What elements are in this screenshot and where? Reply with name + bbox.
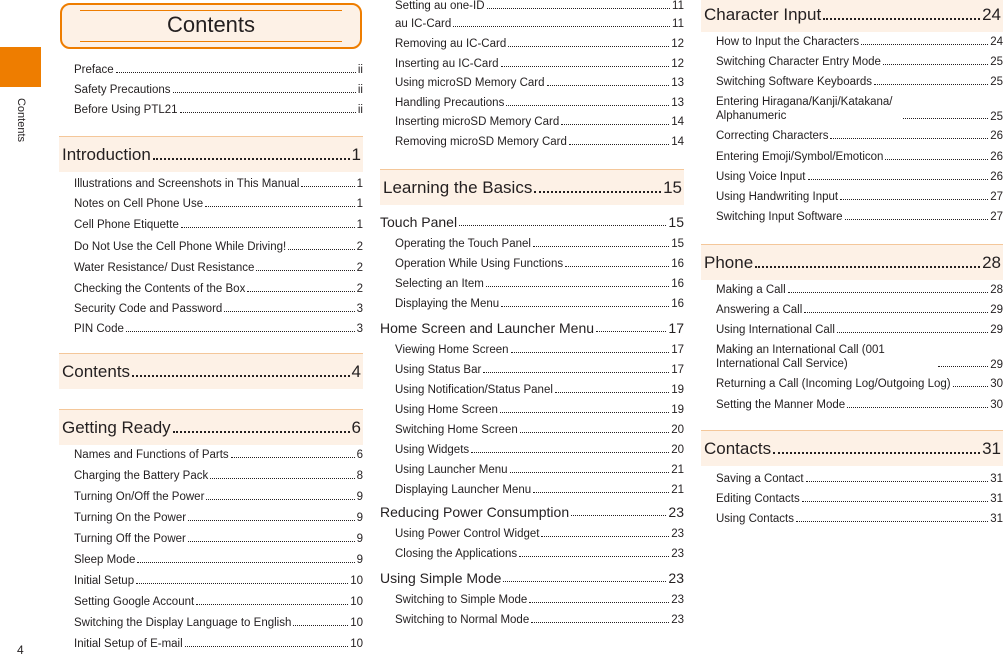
toc-entry[interactable]: Using Handwriting Input 27 [716, 191, 1003, 203]
toc-entry[interactable]: Removing microSD Memory Card 14 [395, 136, 684, 148]
toc-entry[interactable]: Initial Setup of E-mail 10 [74, 638, 363, 650]
side-tab-label: Contents [15, 97, 27, 143]
toc-entry[interactable]: Viewing Home Screen 17 [395, 344, 684, 356]
toc-entry[interactable]: Correcting Characters 26 [716, 130, 1003, 142]
toc-entry[interactable]: Illustrations and Screenshots in This Manual 1 [74, 178, 363, 190]
section-contents[interactable]: Contents 4 [59, 353, 363, 389]
toc-entry[interactable]: Notes on Cell Phone Use 1 [74, 198, 363, 210]
toc-entry[interactable]: Inserting au IC-Card 12 [395, 58, 684, 70]
toc-entry[interactable]: Closing the Applications 23 [395, 548, 684, 560]
toc-entry[interactable]: Using Launcher Menu 21 [395, 464, 684, 476]
toc-entry[interactable]: Security Code and Password 3 [74, 303, 363, 315]
toc-entry[interactable]: Initial Setup 10 [74, 575, 363, 587]
subsection-simple-mode[interactable]: Using Simple Mode 23 [380, 570, 684, 586]
section-introduction[interactable]: Introduction 1 [59, 136, 363, 172]
toc-entry[interactable]: Switching to Simple Mode 23 [395, 594, 684, 606]
toc-entry[interactable]: Switching Software Keyboards 25 [716, 76, 1003, 88]
toc-entry[interactable]: Turning On/Off the Power 9 [74, 491, 363, 503]
subsection-power[interactable]: Reducing Power Consumption 23 [380, 504, 684, 520]
toc-entry[interactable]: Setting the Manner Mode 30 [716, 399, 1003, 411]
toc-entry[interactable]: Do Not Use the Cell Phone While Driving! 2 [74, 241, 363, 253]
toc-entry[interactable]: Using microSD Memory Card 13 [395, 77, 684, 89]
toc-entry[interactable]: Inserting microSD Memory Card 14 [395, 116, 684, 128]
toc-entry[interactable]: Using Status Bar 17 [395, 364, 684, 376]
toc-entry[interactable]: Switching the Display Language to English 10 [74, 617, 363, 629]
section-phone[interactable]: Phone 28 [701, 244, 1003, 280]
page-title: Contents [60, 3, 362, 49]
toc-entry[interactable]: Selecting an Item 16 [395, 278, 684, 290]
toc-entry-before-using[interactable]: Before Using PTL21 ii [74, 104, 363, 116]
toc-entry[interactable]: Saving a Contact 31 [716, 473, 1003, 485]
toc-entry[interactable]: Displaying Launcher Menu 21 [395, 484, 684, 496]
toc-entry[interactable]: Switching Character Entry Mode 25 [716, 56, 1003, 68]
toc-entry[interactable]: Using Power Control Widget 23 [395, 528, 684, 540]
page-number: 4 [17, 643, 24, 657]
toc-entry[interactable]: Using Notification/Status Panel 19 [395, 384, 684, 396]
toc-entry[interactable]: Switching Input Software 27 [716, 211, 1003, 223]
section-character-input[interactable]: Character Input 24 [701, 0, 1003, 32]
toc-entry[interactable]: Sleep Mode 9 [74, 554, 363, 566]
toc-entry[interactable]: PIN Code 3 [74, 323, 363, 335]
toc-entry[interactable]: Handling Precautions 13 [395, 97, 684, 109]
toc-entry-safety[interactable]: Safety Precautions ii [74, 84, 363, 96]
toc-entry[interactable]: Using Home Screen 19 [395, 404, 684, 416]
toc-entry-preface[interactable]: Preface ii [74, 64, 363, 76]
section-learning-basics[interactable]: Learning the Basics 15 [380, 169, 684, 205]
toc-entry[interactable]: Displaying the Menu 16 [395, 298, 684, 310]
toc-entry[interactable]: Operating the Touch Panel 15 [395, 238, 684, 250]
toc-entry[interactable]: Using International Call 29 [716, 324, 1003, 336]
toc-entry[interactable]: Turning On the Power 9 [74, 512, 363, 524]
toc-entry[interactable]: Making a Call 28 [716, 284, 1003, 296]
toc-entry[interactable]: Turning Off the Power 9 [74, 533, 363, 545]
subsection-home-screen[interactable]: Home Screen and Launcher Menu 17 [380, 320, 684, 336]
toc-entry[interactable]: Using Contacts 31 [716, 513, 1003, 525]
toc-entry[interactable]: Water Resistance/ Dust Resistance 2 [74, 262, 363, 274]
toc-entry[interactable]: Answering a Call 29 [716, 304, 1003, 316]
toc-entry[interactable]: Charging the Battery Pack 8 [74, 470, 363, 482]
toc-entry[interactable]: Using Voice Input 26 [716, 171, 1003, 183]
toc-entry[interactable]: Checking the Contents of the Box 2 [74, 283, 363, 295]
toc-entry[interactable]: Using Widgets 20 [395, 444, 684, 456]
toc-entry[interactable]: au IC-Card 11 [395, 18, 684, 30]
section-contacts[interactable]: Contacts 31 [701, 430, 1003, 466]
toc-entry[interactable]: Cell Phone Etiquette 1 [74, 219, 363, 231]
toc-entry[interactable]: Removing au IC-Card 12 [395, 38, 684, 50]
toc-entry[interactable]: Making an International Call (001 International Call Service) 29 [716, 344, 1003, 371]
toc-entry[interactable]: Entering Hiragana/Kanji/Katakana/ Alphanumeric 25 [716, 96, 1003, 123]
toc-entry[interactable]: Switching to Normal Mode 23 [395, 614, 684, 626]
toc-entry[interactable]: Setting Google Account 10 [74, 596, 363, 608]
toc-entry[interactable]: Returning a Call (Incoming Log/Outgoing Log) 30 [716, 378, 1003, 390]
toc-entry[interactable]: Entering Emoji/Symbol/Emoticon 26 [716, 151, 1003, 163]
side-tab-marker [0, 47, 41, 87]
toc-entry[interactable]: Editing Contacts 31 [716, 493, 1003, 505]
toc-entry[interactable]: Operation While Using Functions 16 [395, 258, 684, 270]
toc-entry[interactable]: Names and Functions of Parts 6 [74, 449, 363, 461]
section-getting-ready[interactable]: Getting Ready 6 [59, 409, 363, 445]
toc-entry[interactable]: Setting au one-ID 11 [395, 0, 684, 12]
toc-entry[interactable]: How to Input the Characters 24 [716, 36, 1003, 48]
toc-entry[interactable]: Switching Home Screen 20 [395, 424, 684, 436]
subsection-touch-panel[interactable]: Touch Panel 15 [380, 214, 684, 230]
